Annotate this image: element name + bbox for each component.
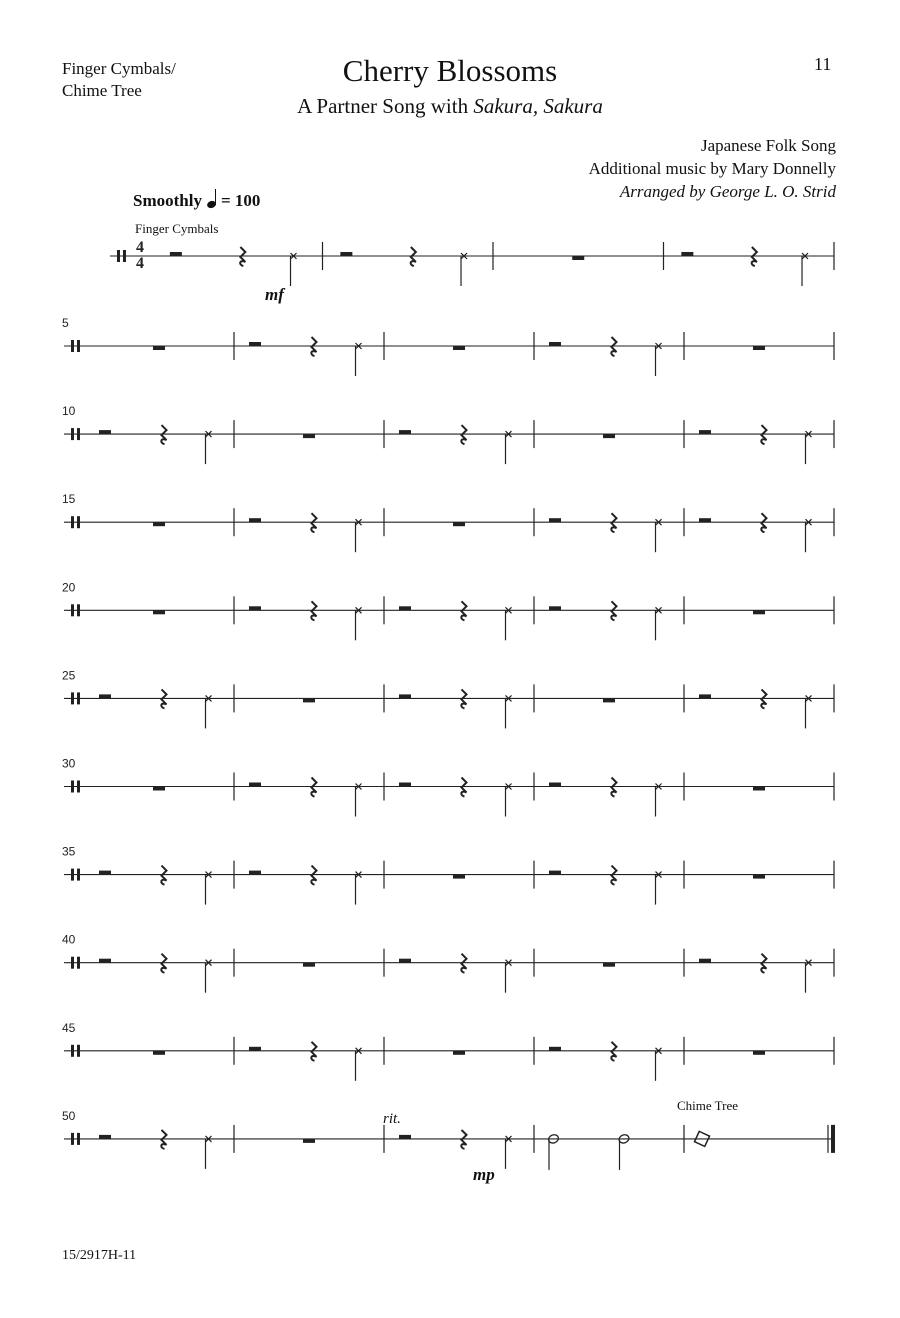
half-rest [699, 959, 711, 963]
instrument-line-2: Chime Tree [62, 81, 142, 100]
half-rest [399, 783, 411, 787]
half-rest [99, 694, 111, 698]
half-rest [249, 1047, 261, 1051]
half-rest [249, 871, 261, 875]
catalog-number: 15/2917H-11 [62, 1248, 137, 1263]
measure-number: 25 [62, 668, 76, 683]
ritardando-marking: rit. [383, 1111, 401, 1127]
half-rest [399, 1135, 411, 1139]
measure-number: 10 [62, 404, 76, 419]
whole-rest [753, 610, 765, 614]
instrument-line-1: Finger Cymbals/ [62, 59, 176, 78]
whole-rest [303, 1139, 315, 1143]
time-signature-numerator: 4 [136, 239, 144, 256]
half-rest [249, 518, 261, 522]
half-rest [399, 694, 411, 698]
percussion-clef [71, 340, 74, 352]
whole-rest [153, 610, 165, 614]
half-rest [699, 694, 711, 698]
percussion-clef [71, 781, 74, 793]
percussion-clef [71, 516, 74, 528]
subtitle-text: A Partner Song with [297, 94, 474, 118]
half-rest [399, 606, 411, 610]
half-rest [681, 252, 693, 256]
whole-rest [603, 434, 615, 438]
percussion-clef [77, 781, 80, 793]
whole-rest [453, 346, 465, 350]
half-rest [340, 252, 352, 256]
subtitle-song-name: Sakura, Sakura [473, 94, 603, 118]
whole-rest [572, 256, 584, 260]
measure-number: 40 [62, 932, 76, 947]
measure-number: 5 [62, 316, 69, 330]
percussion-clef [123, 250, 126, 262]
percussion-clef [71, 1133, 74, 1145]
half-rest [549, 871, 561, 875]
percussion-clef [77, 428, 80, 440]
whole-rest [753, 787, 765, 791]
percussion-clef [77, 604, 80, 616]
whole-rest [453, 1051, 465, 1055]
percussion-clef [71, 428, 74, 440]
half-rest [99, 871, 111, 875]
whole-rest [453, 522, 465, 526]
half-rest [549, 606, 561, 610]
dynamic-marking: mp [473, 1165, 495, 1184]
half-rest [549, 342, 561, 346]
whole-rest [303, 698, 315, 702]
measure-number: 45 [62, 1020, 76, 1035]
measure-number: 15 [62, 492, 76, 507]
half-rest [699, 430, 711, 434]
whole-rest [603, 963, 615, 967]
whole-rest [453, 875, 465, 879]
half-rest [399, 959, 411, 963]
time-signature-denominator: 4 [136, 255, 144, 272]
whole-rest [753, 346, 765, 350]
page-title: Cherry Blossoms [342, 53, 558, 88]
percussion-clef [77, 340, 80, 352]
dynamic-marking: mf [265, 285, 284, 304]
tempo-word: Smoothly [133, 191, 202, 210]
credit-additional-music: Additional music by Mary Donnelly [588, 159, 836, 178]
whole-rest [153, 1051, 165, 1055]
half-rest [99, 430, 111, 434]
half-rest [399, 430, 411, 434]
percussion-clef [71, 869, 74, 881]
measure-number: 35 [62, 844, 76, 859]
percussion-clef [71, 957, 74, 969]
half-rest [549, 783, 561, 787]
credit-arranger: Arranged by George L. O. Strid [619, 182, 836, 201]
percussion-clef [77, 1133, 80, 1145]
tempo-value: = 100 [220, 191, 261, 210]
half-rest [249, 342, 261, 346]
whole-rest [753, 875, 765, 879]
measure-number: 20 [62, 580, 76, 595]
final-barline [831, 1125, 835, 1153]
measure-number: 50 [62, 1108, 76, 1123]
percussion-clef [77, 692, 80, 704]
percussion-clef [77, 1045, 80, 1057]
credit-origin: Japanese Folk Song [700, 136, 836, 155]
percussion-clef [71, 604, 74, 616]
percussion-clef [117, 250, 120, 262]
instrument-change-label: Finger Cymbals [135, 221, 219, 236]
whole-rest [153, 522, 165, 526]
half-rest [249, 606, 261, 610]
whole-rest [303, 963, 315, 967]
percussion-clef [77, 957, 80, 969]
percussion-clef [77, 516, 80, 528]
page-number: 11 [814, 54, 832, 74]
half-rest [99, 959, 111, 963]
whole-rest [303, 434, 315, 438]
half-rest [99, 1135, 111, 1139]
half-rest [549, 518, 561, 522]
half-rest [699, 518, 711, 522]
whole-rest [603, 698, 615, 702]
percussion-clef [71, 692, 74, 704]
percussion-clef [71, 1045, 74, 1057]
half-rest [170, 252, 182, 256]
instrument-change-label: Chime Tree [677, 1098, 739, 1113]
whole-rest [753, 1051, 765, 1055]
whole-rest [153, 346, 165, 350]
percussion-clef [77, 869, 80, 881]
whole-rest [153, 787, 165, 791]
half-rest [249, 783, 261, 787]
measure-number: 30 [62, 756, 76, 771]
half-rest [549, 1047, 561, 1051]
